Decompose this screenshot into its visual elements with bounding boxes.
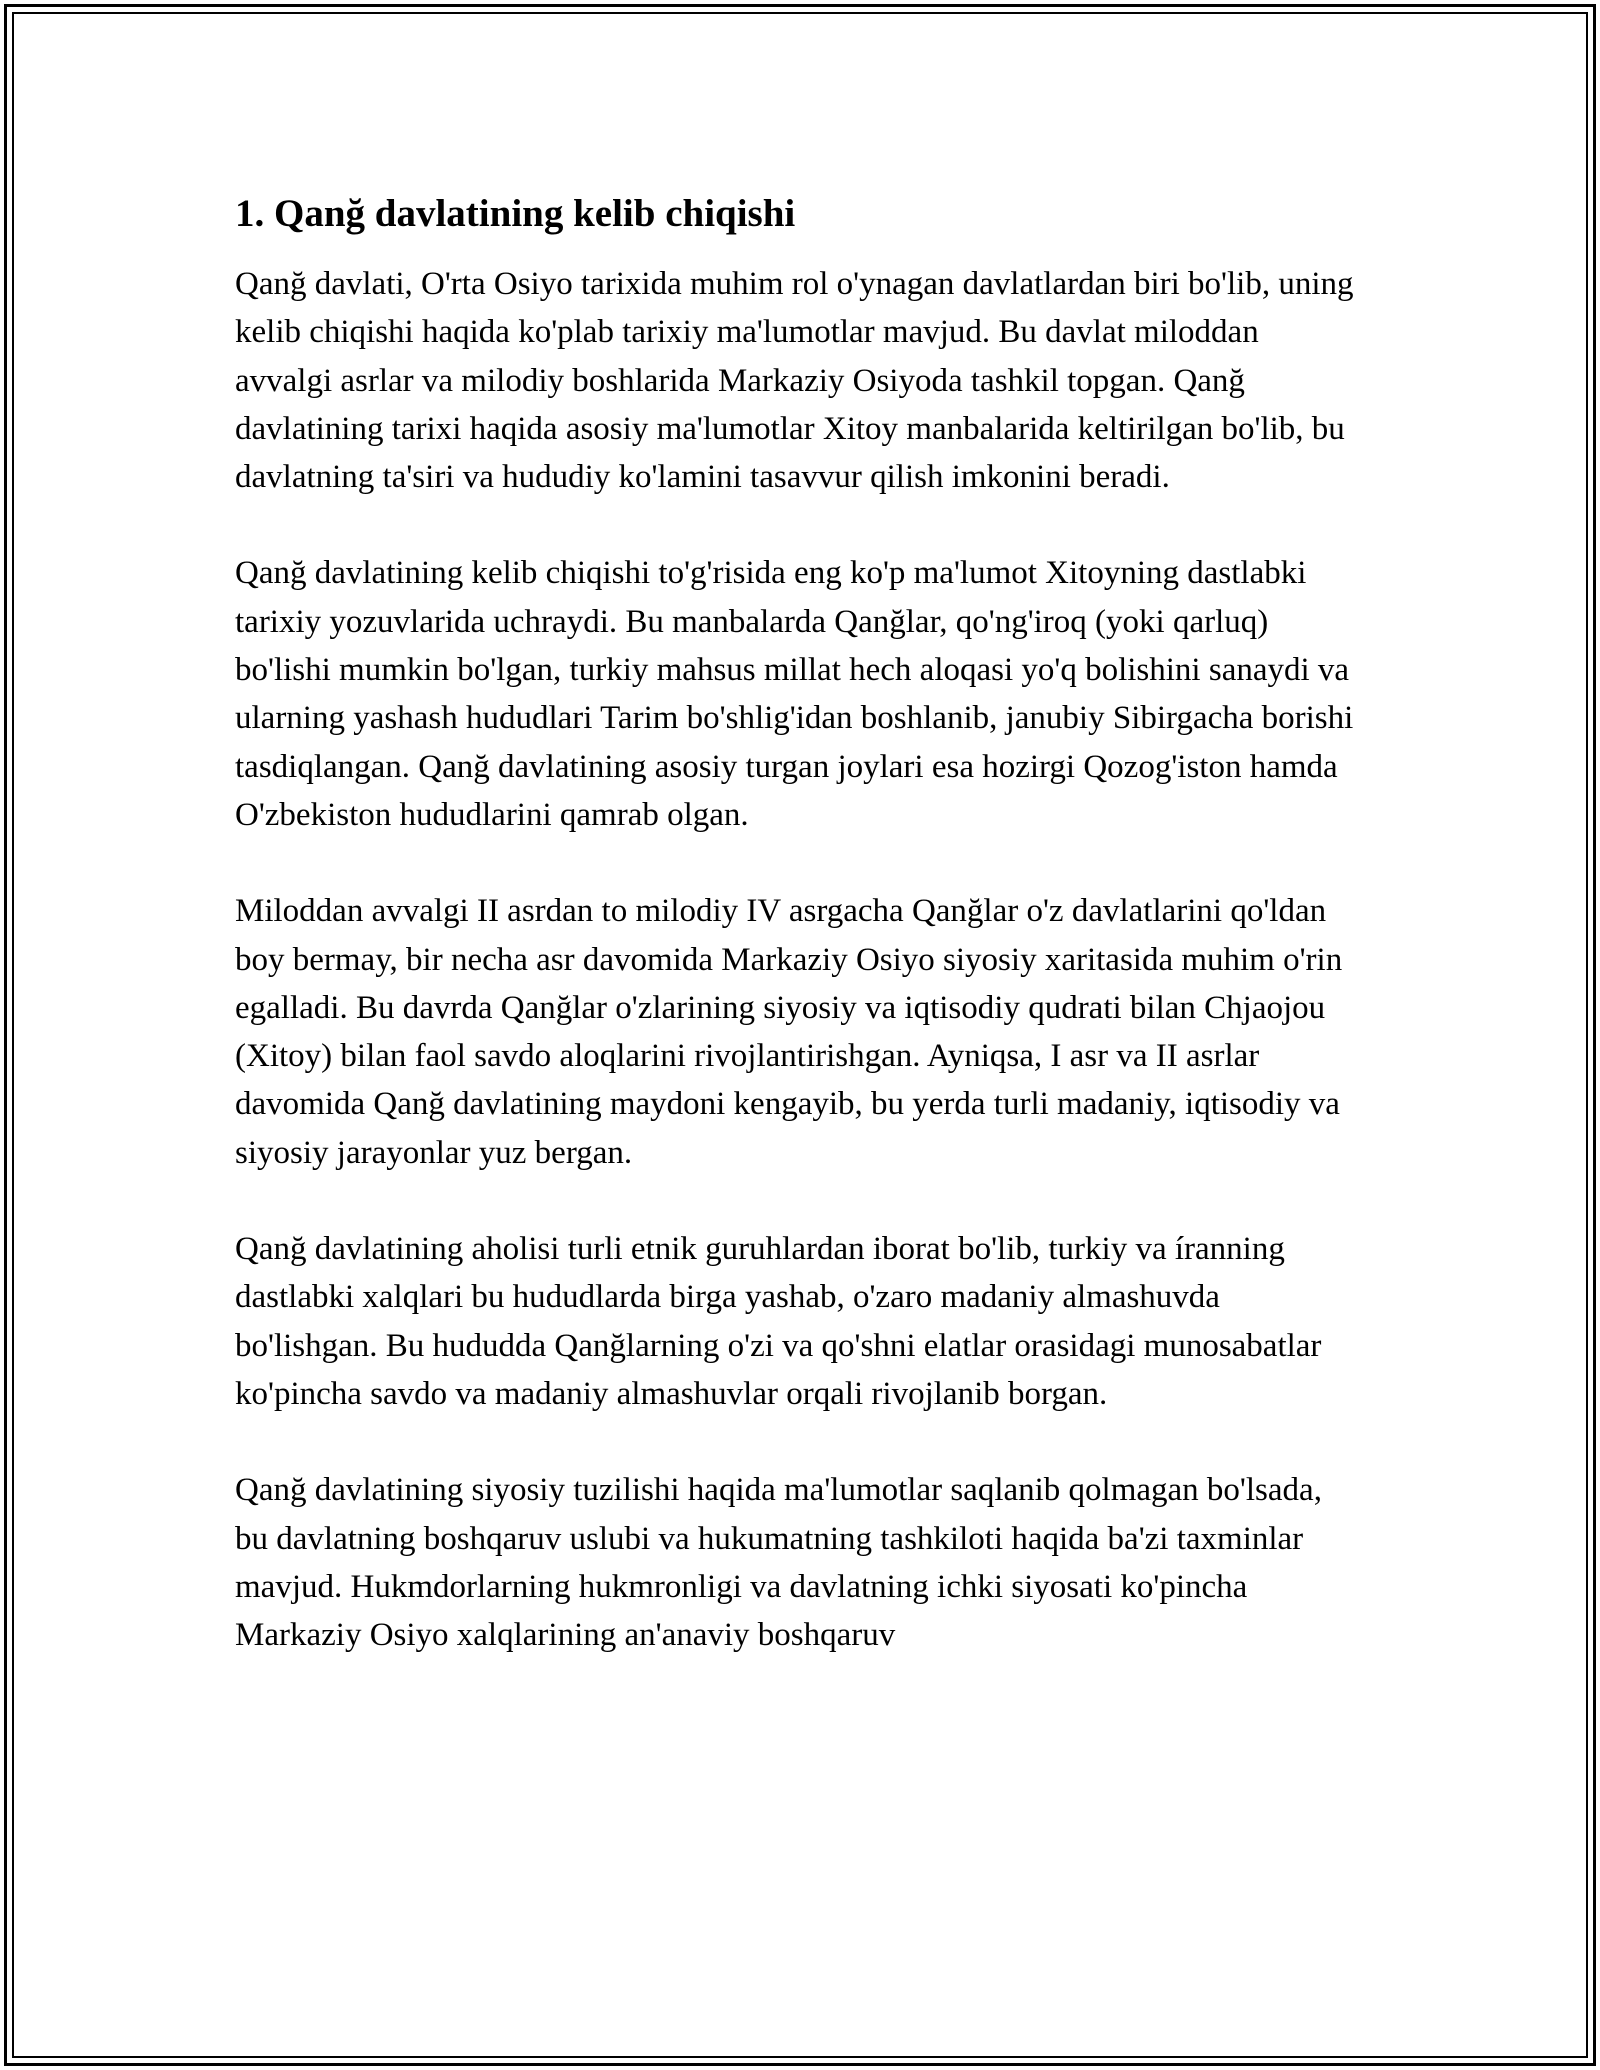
paragraph-5: Qanğ davlatining siyosiy tuzilishi haqida ma'lumotlar saqlanib qolmagan bo'lsada, bu davlatning boshqaruv uslubi va hukumatning tashkiloti haqida ba'zi taxminlar mavjud. Hukmdorlarning hukmronligi va davlatning ichki siyosati ko'pincha Markaziy Osiyo xalqlarining an'anaviy boshqaruv bbox=[235, 1472, 1322, 1654]
paragraph-4: Qanğ davlatining aholisi turli etnik guruhlardan iborat bo'lib, turkiy va íranning dastlabki xalqlari bu hududlarda birga yashab, o'zaro madaniy almashuvda bo'lishgan. Bu hududda Qanğlarning o'zi va qo'shni elatlar orasidagi munosabatlar ko'pincha savdo va madaniy almashuvlar orqali rivojlanib borgan. bbox=[235, 1231, 1322, 1412]
document-body bbox=[235, 188, 1360, 1707]
paragraph-3: Miloddan avvalgi II asrdan to milodiy IV asrgacha Qanğlar o'z davlatlarini qo'ldan boy bermay, bir necha asr davomida Markaziy Osiyo siyosiy xaritasida muhim o'rin egalladi. Bu davrda Qanğlar o'zlarining siyosiy va iqtisodiy qudrati bilan Chjaojou (Xitoy) bilan faol savdo aloqlarini rivojlantirishgan. Ayniqsa, I asr va II asrlar davomida Qanğ davlatining maydoni kengayib, bu yerda turli madaniy, iqtisodiy va siyosiy jarayonlar yuz bergan. bbox=[235, 893, 1343, 1171]
paragraph-1: Qanğ davlati, O'rta Osiyo tarixida muhim rol o'ynagan davlatlardan biri bo'lib, uning kelib chiqishi haqida ko'plab tarixiy ma'lumotlar mavjud. Bu davlat miloddan avvalgi asrlar va milodiy boshlarida Markaziy Osiyoda tashkil topgan. Qanğ davlatining tarixi haqida asosiy ma'lumotlar Xitoy manbalarida keltirilgan bo'lib, bu davlatning ta'siri va hududiy ko'lamini tasavvur qilish imkonini beradi. bbox=[235, 266, 1354, 496]
section-heading: 1. Qanğ davlatining kelib chiqishi bbox=[235, 192, 796, 235]
paragraph-2: Qanğ davlatining kelib chiqishi to'g'risida eng ko'p ma'lumot Xitoyning dastlabki tarixiy yozuvlarida uchraydi. Bu manbalarda Qanğlar, qo'ng'iroq (yoki qarluq) bo'lishi mumkin bo'lgan, turkiy mahsus millat hech aloqasi yo'q bolishini sanaydi va ularning yashash hududlari Tarim bo'shlig'idan boshlanib, janubiy Sibirgacha borishi tasdiqlangan. Qanğ davlatining asosiy turgan joylari esa hozirgi Qozog'iston hamda O'zbekiston hududlarini qamrab olgan. bbox=[235, 555, 1354, 833]
